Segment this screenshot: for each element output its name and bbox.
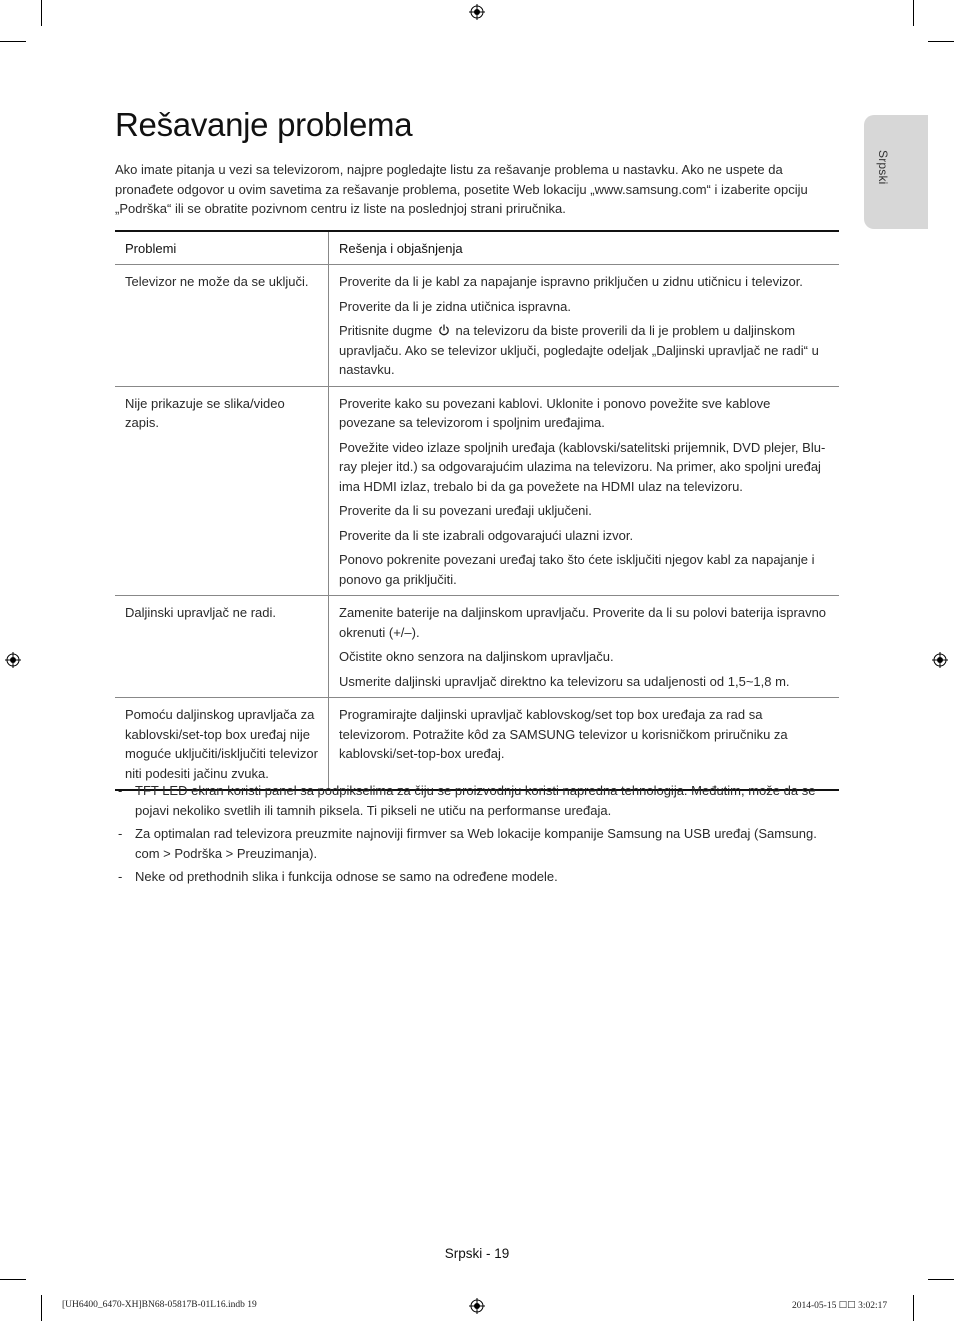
solution-item <box>339 321 829 380</box>
table-row <box>115 596 839 698</box>
language-side-tab-label: Srpski <box>876 150 890 185</box>
crop-mark <box>0 1279 26 1280</box>
solution-item: Programirajte daljinski upravljač kablovskog/set top box uređaja za rad sa televizorom. Potražite kôd za SAMSUNG televizor u korisničkom priručniku za kablovski/set-top-box uređaj. <box>339 707 788 761</box>
solution-item: Proverite da li ste izabrali odgovarajući ulazni izvor. <box>339 527 634 543</box>
note-marker: - <box>118 826 123 841</box>
solution-item: Proverite kako su povezani kablovi. Uklonite i ponovo povežite sve kablove povezane sa televizorom i spoljnim uređajima. <box>339 395 771 430</box>
solutions-cell <box>329 386 840 596</box>
table-row <box>115 265 839 387</box>
solution-item: Povežite video izlaze spoljnih uređaja (kablovski/satelitski prijemnik, DVD plejer, Blu-ray plejer itd.) sa odgovarajućim ulazima na televizoru. Na primer, ako spoljni uređaj ima HDMI izlaz, trebalo bi da ga povežete na HDMI ulaz na televizoru. <box>339 439 826 494</box>
solution-item: Usmerite daljinski upravljač direktno ka televizoru sa udaljenosti od 1,5~1,8 m. <box>339 673 790 689</box>
problem-cell: Nije prikazuje se slika/video zapis. <box>115 386 329 596</box>
problem-cell: Daljinski upravljač ne radi. <box>115 596 329 698</box>
solution-text: Pritisnite dugme <box>339 323 433 338</box>
crop-mark <box>913 1295 914 1321</box>
crop-mark <box>928 41 954 42</box>
crop-mark <box>0 41 26 42</box>
solutions-cell <box>329 596 840 698</box>
crop-mark <box>41 0 42 26</box>
intro-paragraph: Ako imate pitanja u vezi sa televizorom, najpre pogledajte listu za rešavanje problema u nastavku. Ako ne uspete da pronađete odgovor u ovim savetima za rešavanje problema, posetite Web lokaciju „www.samsung.com“ i izaberite opciju „Podrška“ ili se obratite pozivnom centru iz liste na poslednjoj strani priručnika. <box>115 162 808 216</box>
table-header-row <box>115 231 839 265</box>
solution-item: Očistite okno senzora na daljinskom upravljaču. <box>339 649 614 664</box>
power-icon <box>438 324 450 336</box>
note-marker: - <box>118 869 123 884</box>
solution-item: Ponovo pokrenite povezani uređaj tako što ćete isključiti njegov kabl za napajanje i ponovo ga priključiti. <box>339 552 815 587</box>
registration-crosshair-icon <box>469 1298 485 1314</box>
solution-item: Proverite da li je zidna utičnica ispravna. <box>339 298 571 314</box>
solution-item: Zamenite baterije na daljinskom upravljaču. Proverite da li su polovi baterija ispravno okrenuti (+/–). <box>339 605 827 640</box>
registration-crosshair-icon <box>5 652 21 668</box>
print-file-slug: [UH6400_6470-XH]BN68-05817B-01L16.indb 19 <box>62 1300 257 1310</box>
note-item <box>115 867 835 887</box>
solution-item: Proverite da li je kabl za napajanje ispravno priključen u zidnu utičnicu i televizor. <box>339 274 803 289</box>
note-text: TFT LED ekran koristi panel sa podpikselima za čiju se proizvodnju koristi napredna tehnologija. Međutim, može da se pojavi nekoliko svetlih ili tamnih piksela. Ti pikseli ne utiču na performanse uređaja. <box>135 783 816 818</box>
note-marker: - <box>118 783 123 798</box>
registration-crosshair-icon <box>469 4 485 20</box>
print-date-slug: 2014-05-15 ☐☐ 3:02:17 <box>792 1301 888 1311</box>
crop-mark <box>41 1295 42 1321</box>
note-item <box>115 781 835 820</box>
note-text: Neke od prethodnih slika i funkcija odnose se samo na određene modele. <box>135 869 558 884</box>
notes-list <box>115 781 835 891</box>
crop-mark <box>913 0 914 26</box>
problem-cell: Pomoću daljinskog upravljača za kablovski/set-top box uređaj nije moguće uključiti/isključiti televizor niti podesiti jačinu zvuka. <box>115 698 329 791</box>
solutions-cell <box>329 698 840 791</box>
solution-text: na televizoru da biste proverili da li je problem u daljinskom upravljaču. Ako se televizor uključi, pogledajte odeljak „Daljinski upravljač ne radi“ u nastavku. <box>339 323 819 377</box>
table-row <box>115 386 839 596</box>
note-text: Za optimalan rad televizora preuzmite najnoviji firmver sa Web lokacije kompanije Samsung na USB uređaj (Samsung. com > Podrška > Preuzimanja). <box>135 826 817 861</box>
column-header-solutions: Rešenja i objašnjenja <box>329 231 840 265</box>
table-row <box>115 698 839 791</box>
column-header-problems: Problemi <box>115 231 329 265</box>
solution-item: Proverite da li su povezani uređaji uključeni. <box>339 503 592 518</box>
page-title: Rešavanje problema <box>115 106 413 143</box>
page-number: Srpski - 19 <box>444 1246 510 1261</box>
solutions-cell <box>329 265 840 387</box>
crop-mark <box>928 1279 954 1280</box>
note-item <box>115 824 835 863</box>
troubleshooting-table <box>115 230 839 791</box>
problem-cell: Televizor ne može da se uključi. <box>115 265 329 387</box>
registration-crosshair-icon <box>932 652 948 668</box>
